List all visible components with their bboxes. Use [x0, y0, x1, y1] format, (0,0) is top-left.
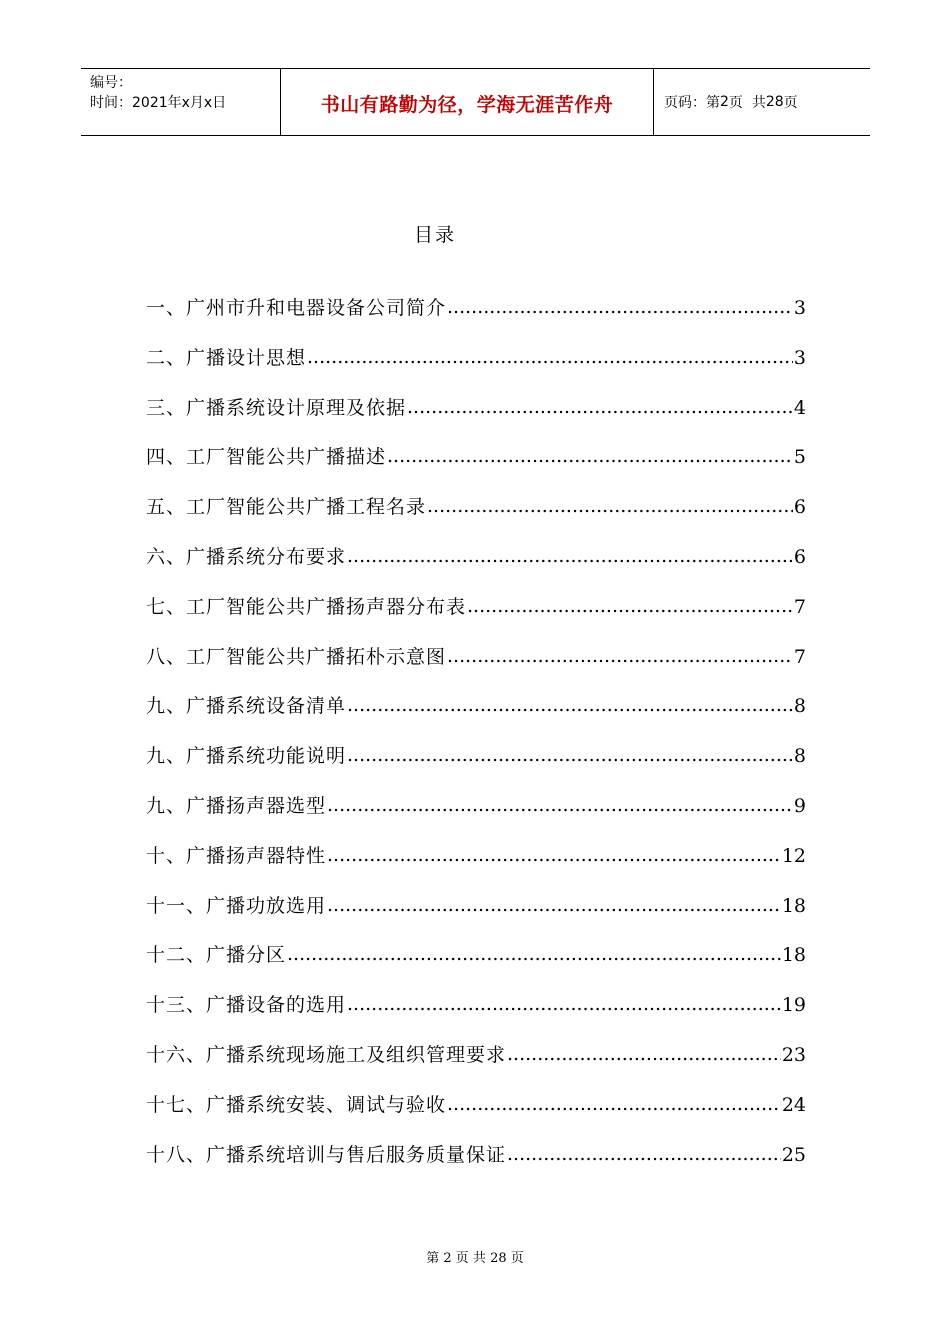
toc-entry-title: 三、广播系统设计原理及依据 [146, 396, 407, 419]
toc-entry-page-number: 6 [793, 545, 806, 568]
document-time-label: 时间：2021年x月x日 [90, 95, 227, 111]
toc-dot-leader [447, 639, 793, 673]
toc-dot-leader [347, 987, 781, 1021]
footer-total-pages: 28 [490, 1251, 507, 1266]
footer-suffix: 页 [510, 1251, 524, 1266]
toc-entry[interactable] [146, 739, 806, 789]
toc-entry-page-number: 23 [781, 1043, 806, 1066]
toc-entry-page-number: 18 [781, 944, 806, 967]
toc-entry-title: 九、广播系统设备清单 [146, 695, 347, 718]
toc-entry-title: 五、工厂智能公共广播工程名录 [146, 496, 427, 519]
toc-dot-leader [287, 937, 781, 971]
header-page-info [654, 69, 870, 135]
toc-entry-title: 四、工厂智能公共广播描述 [146, 446, 387, 469]
toc-entry-title: 十八、广播系统培训与售后服务质量保证 [146, 1143, 507, 1166]
toc-entry[interactable] [146, 988, 806, 1038]
toc-entry[interactable] [146, 889, 806, 939]
page-header [81, 68, 870, 136]
toc-entry[interactable] [146, 291, 806, 341]
toc-entry-page-number: 9 [793, 794, 806, 817]
header-page-suffix: 页 [783, 95, 798, 111]
toc-entry[interactable] [146, 839, 806, 889]
toc-dot-leader [507, 1137, 781, 1171]
toc-entry-page-number: 8 [793, 695, 806, 718]
toc-entry-title: 二、广播设计思想 [146, 346, 307, 369]
toc-dot-leader [347, 688, 793, 722]
page-footer [0, 1247, 950, 1266]
footer-current-page: 2 [443, 1251, 452, 1266]
toc-dot-leader [467, 589, 793, 623]
toc-dot-leader [447, 290, 793, 324]
toc-entry-page-number: 7 [793, 595, 806, 618]
toc-entry-title: 十二、广播分区 [146, 944, 287, 967]
toc-entry[interactable] [146, 440, 806, 490]
toc-entry-page-number: 24 [781, 1093, 806, 1116]
toc-entry-title: 十六、广播系统现场施工及组织管理要求 [146, 1043, 507, 1066]
toc-entry-page-number: 19 [781, 994, 806, 1017]
toc-entry-page-number: 7 [793, 645, 806, 668]
toc-dot-leader [327, 888, 781, 922]
header-page-prefix: 页码：第 [664, 95, 720, 111]
toc-entry-page-number: 4 [793, 396, 806, 419]
toc-entry-title: 七、工厂智能公共广播扬声器分布表 [146, 595, 467, 618]
toc-entry-page-number: 3 [793, 297, 806, 319]
toc-entry-page-number: 12 [781, 844, 806, 867]
toc-entry-title: 十一、广播功放选用 [146, 894, 327, 917]
toc-dot-leader [447, 1087, 781, 1121]
toc-entry[interactable] [146, 689, 806, 739]
toc-entry[interactable] [146, 789, 806, 839]
footer-prefix: 第 [426, 1251, 440, 1266]
toc-entry-title: 九、广播系统功能说明 [146, 745, 347, 768]
toc-entry-title: 六、广播系统分布要求 [146, 545, 347, 568]
toc-dot-leader [387, 439, 793, 473]
toc-entry-title: 九、广播扬声器选型 [146, 794, 327, 817]
table-of-contents [146, 291, 806, 1187]
toc-dot-leader [307, 340, 793, 374]
toc-entry[interactable] [146, 1138, 806, 1188]
toc-entry-title: 十七、广播系统安装、调试与验收 [146, 1093, 447, 1116]
toc-entry[interactable] [146, 1088, 806, 1138]
toc-entry-page-number: 5 [793, 446, 806, 469]
toc-dot-leader [327, 838, 781, 872]
toc-entry[interactable] [146, 490, 806, 540]
header-motto: 书山有路勤为径，学海无涯苦作舟 [320, 93, 614, 116]
toc-entry-page-number: 6 [793, 496, 806, 519]
toc-entry[interactable] [146, 540, 806, 590]
toc-dot-leader [327, 788, 793, 822]
toc-title: 目录 [413, 224, 456, 246]
toc-entry[interactable] [146, 391, 806, 441]
toc-entry-title: 一、广州市升和电器设备公司简介 [146, 297, 447, 319]
toc-entry-title: 十三、广播设备的选用 [146, 994, 347, 1017]
toc-entry-page-number: 25 [781, 1143, 806, 1166]
header-page-mid: 页 共 [728, 95, 766, 111]
toc-entry-page-number: 18 [781, 894, 806, 917]
footer-mid: 页 共 [455, 1251, 486, 1266]
toc-entry-title: 十、广播扬声器特性 [146, 844, 327, 867]
header-page-current: 2 [720, 94, 729, 110]
toc-dot-leader [347, 539, 793, 573]
toc-entry[interactable] [146, 341, 806, 391]
toc-entry[interactable] [146, 1038, 806, 1088]
header-motto-cell [281, 69, 654, 135]
toc-dot-leader [507, 1037, 781, 1071]
toc-entry-page-number: 3 [793, 346, 806, 369]
toc-dot-leader [347, 738, 793, 772]
document-number-label: 编号： [90, 75, 132, 91]
toc-entry[interactable] [146, 590, 806, 640]
toc-entry[interactable] [146, 938, 806, 988]
toc-entry[interactable] [146, 640, 806, 690]
toc-entry-page-number: 8 [793, 745, 806, 768]
toc-dot-leader [427, 489, 793, 523]
toc-dot-leader [407, 390, 793, 424]
toc-entry-title: 八、工厂智能公共广播拓朴示意图 [146, 645, 447, 668]
header-page-total: 28 [765, 94, 784, 110]
header-meta-cell [81, 69, 281, 135]
